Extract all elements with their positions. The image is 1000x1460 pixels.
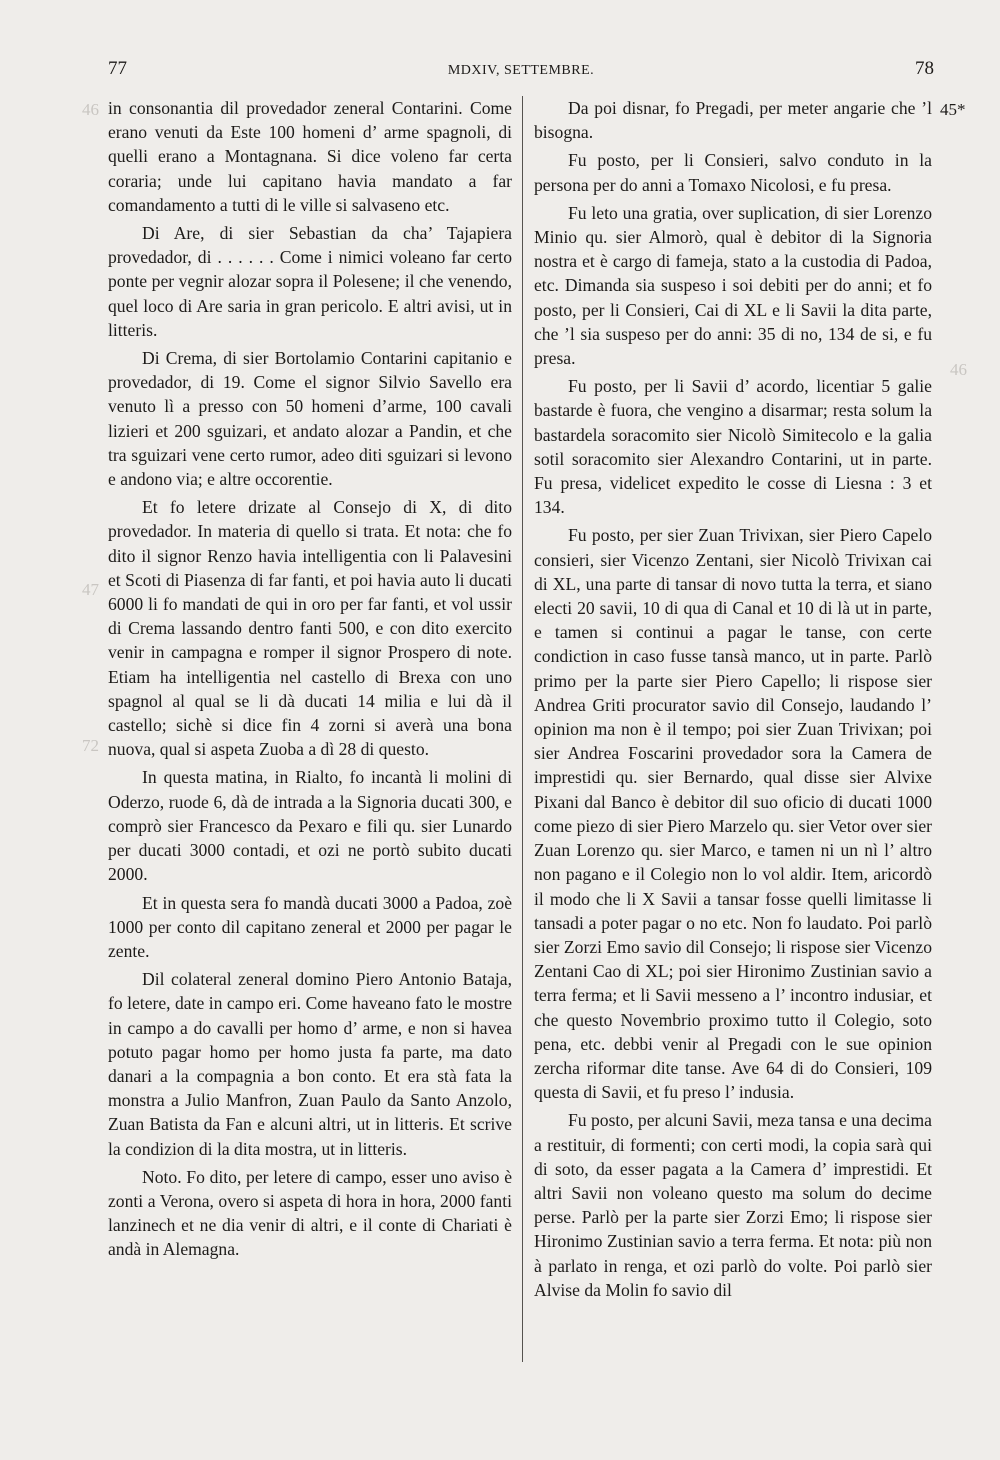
left-column [108,96,512,1266]
paragraph: Fu posto, per li Savii d’ acordo, licentiar 5 galie bastarde è fuora, che vengino a disarmar; resta solum la bastardela soracomito sier Nicolò Simitecolo e la galia sotil soracomito sier Alexandro Contarini, ut in parte. Fu presa, videlicet expedito le cosse di Liesna : 3 et 134. [534,376,932,518]
paragraph: Dil colateral zeneral domino Piero Antonio Bataja, fo letere, date in campo eri. Come haveano fato le mostre in campo a do cavalli per homo d’ arme, e non si havea potuto pagar homo per homo justa fa parte, ma dato danari a la compagnia a bon conto. Et era stà fata la monstra a Julio Manfron, Zuan Paulo da Santo Anzolo, Zuan Batista da Fan e alcuni altri, ut in litteris. Et scrive la condizion di la dita mostra, ut in litteris. [108,969,512,1159]
page-number-left: 77 [108,58,127,79]
bleed-through-number: 46 [82,100,99,119]
paragraph: in consonantia dil provedador zeneral Contarini. Come erano venuti da Este 100 homeni d’ arme spagnoli, di quelli erano a Montagnana. Si dice voleno far certa coraria; unde lui capitano havia mandato a far comandamento a tutti di le ville si salvaseno etc. [108,98,512,215]
bleed-through-number: 47 [82,580,99,599]
paragraph: Et fo letere drizate al Consejo di X, di dito provedador. In materia di quello si trata. Et nota: che fo dito il signor Renzo havia intelligentia con li Palavesini et Scoti di Piasenza di far fanti, et poi havia auto li ducati 6000 li fo mandati de qui in oro per far fanti, et vol ussir di Crema lassando dentro fanti 500, e con dito exercito venir in campagna e romper il signor Prospero di note. Etiam ha intelligentia nel castello di Brexa con uno spagnol al qual se li dà ducati 14 milia e lui dà il castello; sichè si dice fin 4 zorni si averà una bona nuova, qual si aspeta Zuoba a dì 28 di questo. [108,497,512,760]
paragraph: Di Crema, di sier Bortolamio Contarini capitanio e provedador, di 19. Come el signor Silvio Savello era venuto lì a presso con 50 homeni d’arme, 100 cavali lizieri et 200 sguizari, et andato alozar a Pandin, et che tra sguizari vene certo rumor, adeo diti sguizari si levono e andono via; e altre occorentie. [108,348,512,490]
right-column [534,96,932,1306]
paragraph: Fu leto una gratia, over suplication, di sier Lorenzo Minio qu. sier Almorò, qual è debitor di la Signoria nostra et è cargo di fameja, stato a la custodia di Padoa, etc. Dimanda sia suspeso i soi debiti per do anni; et fo posto, per li Consieri, Cai di XL e li Savii la dita parte, che ’l sia suspeso per do anni: 35 di no, 134 de si, e fu presa. [534,202,932,369]
running-head: MDXIV, SETTEMBRE. [447,63,595,78]
bleed-through-number: 46 [950,360,967,379]
paragraph: Et in questa sera fo mandà ducati 3000 a Padoa, zoè 1000 per conto dil capitano zeneral et 2000 per pagar le zente. [108,892,512,961]
bleed-through-number: 72 [82,736,99,755]
paragraph: Fu posto, per sier Zuan Trivixan, sier Piero Capelo consieri, sier Vicenzo Zentani, sier Nicolò Trivixan cai di XL, una parte di tansar di novo tutta la terra, et siano electi 20 savii, 10 di qua di Canal et 10 di là ut in parte, e tamen si continui a pagar le tanse, con certe condiction in caso fusse tansà manco, ut in parte. Parlò primo per la parte sier Piero Capello; li rispose sier Andrea Griti procurator savio dil Consejo, laudando l’ opinion ma non è il tempo; poi sier Zuan Trivixan; poi sier Andrea Foscarini provedador sora la Camera de imprestidi qu. sier Bernardo, qual disse sier Alvixe Pixani dal Banco è debitor dil suo oficio di ducati 1000 come piezo di sier Piero Marzelo qu. sier Vetor over sier Zuan Lorenzo qu. sier Marco, e tamen ni un nì l’ altro non pagano e il Colegio non lo vol aldir. Item, aricordò il modo che li X Savii a tansar fosse quelli limitasse li tansadi a poter pagar o no etc. Non fo laudato. Poi parlò sier Zorzi Emo savio dil Consejo; li rispose sier Vicenzo Zentani Cao di XL; poi sier Hironimo Zustinian savio a terra ferma; et li Savii messeno a l’ incontro indusiar, et che questo Novembrio proximo tutto il Colegio, soto pena, etc. debbi venir al Pregadi con le sue opinion zercha riformar dite tanse. Ave 64 di do Consieri, 109 questa di Savii, et fu preso l’ indusia. [534,525,932,1103]
page-number-right: 78 [915,58,934,79]
paragraph: Fu posto, per alcuni Savii, meza tansa e una decima a restituir, di formenti; con certi modi, la copia sarà qui di soto, da esser pagata a la Camera d’ imprestidi. Et altri Savii non voleano questo ma solum do decime perse. Parlò per la parte sier Zorzi Emo; li rispose sier Hironimo Zustinian savio a terra ferma. Et nota: più non à parlato in renga, et ozi parlò do volte. Poi parlò sier Alvise da Molin fo savio dil [534,1110,932,1300]
paragraph: Noto. Fo dito, per letere di campo, esser uno aviso è zonti a Verona, overo si aspeta di hora in hora, 2000 fanti lanzinech et ne dia venir di altri, e il conte di Chariati è andà in Alemagna. [108,1166,512,1260]
paragraph: In questa matina, in Rialto, fo incantà li molini di Oderzo, ruode 6, dà de intrada a la Signoria ducati 300, e comprò sier Francesco da Pexaro e fili qu. sier Lunardo per ducati 3000 contadi, et ozi ne portò subito ducati 2000. [108,767,512,885]
paragraph: Da poi disnar, fo Pregadi, per meter angarie che ’l bisogna. [534,98,932,143]
column-divider [522,96,523,1362]
paragraph: Di Are, di sier Sebastian da cha’ Tajapiera provedador, di . . . . . . Come i nimici voleano far certo ponte per vegnir alozar sopra il Polesene; il che venendo, quel loco di Are saria in gran pericolo. E altri avisi, ut in litteris. [108,223,512,340]
paragraph: Fu posto, per li Consieri, salvo conduto in la persona per do anni a Tomaxo Nicolosi, e fu presa. [534,150,932,195]
page-header [108,58,934,88]
margin-marker: 45* [940,100,966,119]
